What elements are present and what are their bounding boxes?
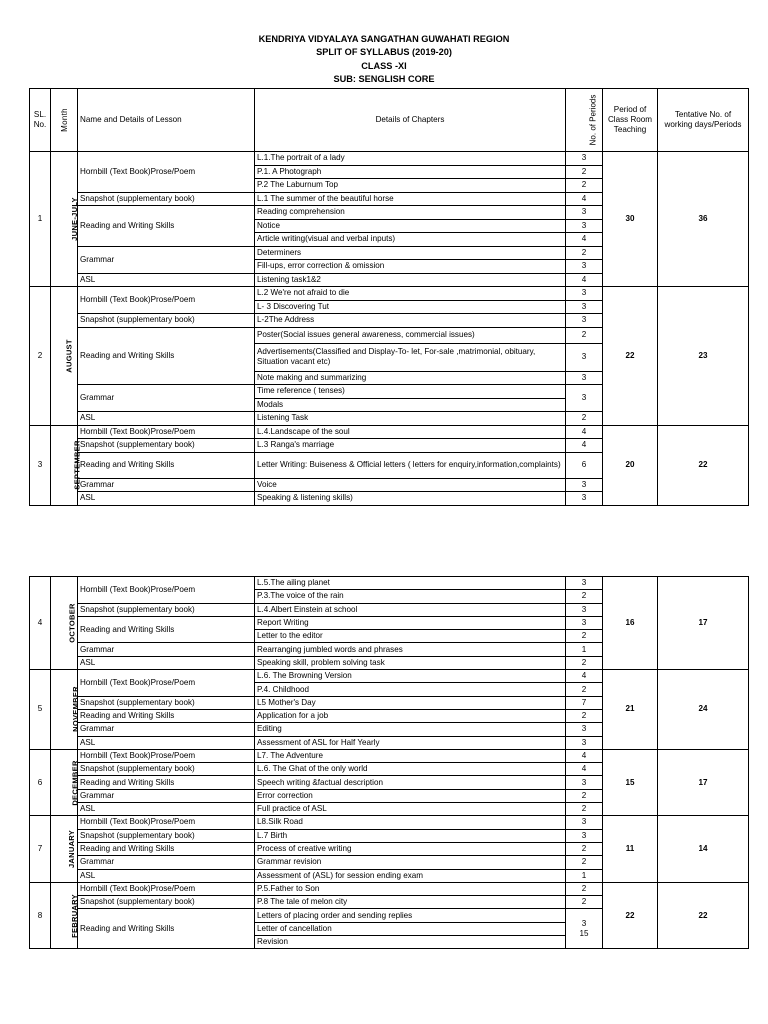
col-header-working: Tentative No. of working days/Periods	[658, 89, 749, 152]
periods-cell: 6	[566, 452, 603, 478]
lesson-cell: Grammar	[78, 246, 255, 273]
periods-cell: 1	[566, 643, 603, 656]
periods-cell: 3	[566, 816, 603, 829]
table-row	[30, 749, 749, 762]
chapter-cell: P.4. Childhood	[255, 683, 566, 696]
lesson-cell: Snapshot (supplementary book)	[78, 439, 255, 453]
header-region: KENDRIYA VIDYALAYA SANGATHAN GUWAHATI REGION	[258, 34, 510, 44]
sl-cell: 5	[30, 670, 51, 750]
month-cell: DECEMBER	[51, 749, 78, 815]
periods-cell	[566, 909, 603, 949]
chapter-cell: Fill-ups, error correction & omission	[255, 260, 566, 274]
chapter-cell: L.6. The Ghat of the only world	[255, 763, 566, 776]
lesson-cell: Hornbill (Text Book)Prose/Poem	[78, 749, 255, 762]
periods-cell: 4	[566, 273, 603, 287]
chapter-cell: Letter of cancellation	[255, 922, 566, 935]
lesson-cell: Snapshot (supplementary book)	[78, 192, 255, 206]
periods-cell: 2	[566, 327, 603, 343]
chapter-cell: Note making and summarizing	[255, 371, 566, 385]
header-class: CLASS -XI	[361, 60, 407, 71]
working-days-cell: 22	[658, 882, 749, 948]
chapter-cell: L5 Mother's Day	[255, 696, 566, 709]
chapter-cell: L8.Silk Road	[255, 816, 566, 829]
header-subject: SUB: SENGLISH CORE	[333, 74, 435, 85]
chapter-cell: Notice	[255, 219, 566, 233]
lesson-cell: ASL	[78, 736, 255, 749]
periods-cell: 2	[566, 590, 603, 603]
col-header-classroom: Period of Class Room Teaching	[603, 89, 658, 152]
table-row	[30, 152, 749, 166]
col-header-sl: SL. No.	[30, 89, 51, 152]
periods-value: 3	[581, 918, 587, 928]
chapter-cell: Error correction	[255, 789, 566, 802]
table-header-row	[30, 89, 749, 152]
lesson-cell: Snapshot (supplementary book)	[78, 763, 255, 776]
chapter-cell: Listening task1&2	[255, 273, 566, 287]
lesson-cell: Hornbill (Text Book)Prose/Poem	[78, 425, 255, 439]
chapter-cell: P.2 The Laburnum Top	[255, 179, 566, 193]
lesson-cell: Hornbill (Text Book)Prose/Poem	[78, 882, 255, 895]
periods-cell: 3	[566, 616, 603, 629]
periods-cell: 4	[566, 425, 603, 439]
sl-cell: 2	[30, 287, 51, 426]
lesson-cell: Snapshot (supplementary book)	[78, 696, 255, 709]
classroom-cell: 20	[603, 425, 658, 505]
periods-cell: 2	[566, 882, 603, 895]
periods-cell: 4	[566, 439, 603, 453]
chapter-cell: P.1. A Photograph	[255, 165, 566, 179]
lesson-cell: Reading and Writing Skills	[78, 776, 255, 789]
chapter-cell: L.4.Landscape of the soul	[255, 425, 566, 439]
table-row	[30, 425, 749, 439]
classroom-cell: 16	[603, 577, 658, 670]
chapter-cell: Reading comprehension	[255, 206, 566, 220]
lesson-cell: ASL	[78, 412, 255, 426]
periods-cell: 7	[566, 696, 603, 709]
table-row	[30, 670, 749, 683]
lesson-cell: Reading and Writing Skills	[78, 206, 255, 247]
lesson-cell: Grammar	[78, 478, 255, 492]
lesson-cell: ASL	[78, 273, 255, 287]
periods-cell: 3	[566, 577, 603, 590]
chapter-cell: Article writing(visual and verbal inputs)	[255, 233, 566, 247]
chapter-cell: Application for a job	[255, 709, 566, 722]
chapter-cell: L.1 The summer of the beautiful horse	[255, 192, 566, 206]
lesson-cell: Grammar	[78, 643, 255, 656]
chapter-cell: L.4.Albert Einstein at school	[255, 603, 566, 616]
lesson-cell: Hornbill (Text Book)Prose/Poem	[78, 577, 255, 604]
chapter-cell: Advertisements(Classified and Display-To- let, For-sale ,matrimonial, obituary, Situation vacant etc)	[255, 343, 566, 371]
periods-cell: 3	[566, 385, 603, 412]
periods-cell: 3	[566, 300, 603, 314]
periods-cell: 3	[566, 829, 603, 842]
chapter-cell: Determiners	[255, 246, 566, 260]
month-cell: JUNE-JULY	[51, 152, 78, 287]
periods-cell: 2	[566, 803, 603, 816]
lesson-cell: Hornbill (Text Book)Prose/Poem	[78, 670, 255, 697]
periods-cell: 4	[566, 233, 603, 247]
classroom-cell: 15	[603, 749, 658, 815]
lesson-cell: Grammar	[78, 789, 255, 802]
periods-value: 15	[579, 928, 589, 938]
chapter-cell: Modals	[255, 398, 566, 412]
lesson-cell: Reading and Writing Skills	[78, 452, 255, 478]
classroom-cell: 22	[603, 287, 658, 426]
col-header-month: Month	[51, 89, 78, 152]
lesson-cell: Hornbill (Text Book)Prose/Poem	[78, 152, 255, 193]
working-days-cell: 23	[658, 287, 749, 426]
table-row	[30, 287, 749, 301]
chapter-cell: Revision	[255, 936, 566, 949]
periods-cell: 2	[566, 630, 603, 643]
classroom-cell: 30	[603, 152, 658, 287]
working-days-cell: 17	[658, 749, 749, 815]
chapter-cell: P.8 The tale of melon city	[255, 896, 566, 909]
lesson-cell: Snapshot (supplementary book)	[78, 603, 255, 616]
chapter-cell: L7. The Adventure	[255, 749, 566, 762]
periods-cell: 4	[566, 670, 603, 683]
periods-cell: 3	[566, 736, 603, 749]
chapter-cell: L.1.The portrait of a lady	[255, 152, 566, 166]
sl-cell: 4	[30, 577, 51, 670]
periods-cell: 3	[566, 492, 603, 506]
lesson-cell: Reading and Writing Skills	[78, 327, 255, 385]
chapter-cell: Voice	[255, 478, 566, 492]
chapter-cell: L.2 We're not afraid to die	[255, 287, 566, 301]
periods-cell: 2	[566, 896, 603, 909]
lesson-cell: Reading and Writing Skills	[78, 842, 255, 855]
chapter-cell: Assessment of (ASL) for session ending exam	[255, 869, 566, 882]
lesson-cell: Reading and Writing Skills	[78, 616, 255, 643]
periods-cell: 2	[566, 842, 603, 855]
lesson-cell: Snapshot (supplementary book)	[78, 314, 255, 328]
chapter-cell: Process of creative writing	[255, 842, 566, 855]
working-days-cell: 17	[658, 577, 749, 670]
sl-cell: 3	[30, 425, 51, 505]
periods-cell: 3	[566, 206, 603, 220]
lesson-cell: ASL	[78, 869, 255, 882]
periods-cell: 4	[566, 192, 603, 206]
periods-cell: 3	[566, 343, 603, 371]
table-row	[30, 882, 749, 895]
month-cell: FEBRUARY	[51, 882, 78, 948]
periods-cell: 3	[566, 723, 603, 736]
lesson-cell: ASL	[78, 492, 255, 506]
periods-cell: 2	[566, 683, 603, 696]
chapter-cell: Speaking skill, problem solving task	[255, 656, 566, 669]
periods-cell: 2	[566, 709, 603, 722]
periods-cell: 3	[566, 219, 603, 233]
classroom-cell: 21	[603, 670, 658, 750]
periods-cell: 3	[566, 478, 603, 492]
chapter-cell: L.7 Birth	[255, 829, 566, 842]
lesson-cell: Hornbill (Text Book)Prose/Poem	[78, 287, 255, 314]
month-cell: OCTOBER	[51, 577, 78, 670]
periods-cell: 1	[566, 869, 603, 882]
lesson-cell: Snapshot (supplementary book)	[78, 829, 255, 842]
lesson-cell: Grammar	[78, 723, 255, 736]
chapter-cell: Poster(Social issues general awareness, commercial issues)	[255, 327, 566, 343]
chapter-cell: L.5.The ailing planet	[255, 577, 566, 590]
chapter-cell: Grammar revision	[255, 856, 566, 869]
lesson-cell: Hornbill (Text Book)Prose/Poem	[78, 816, 255, 829]
chapter-cell: Editing	[255, 723, 566, 736]
chapter-cell: Listening Task	[255, 412, 566, 426]
periods-cell: 2	[566, 179, 603, 193]
chapter-cell: L- 3 Discovering Tut	[255, 300, 566, 314]
sl-cell: 7	[30, 816, 51, 882]
chapter-cell: P.5.Father to Son	[255, 882, 566, 895]
table-row	[30, 577, 749, 590]
sl-cell: 8	[30, 882, 51, 948]
lesson-cell: Reading and Writing Skills	[78, 709, 255, 722]
month-cell: AUGUST	[51, 287, 78, 426]
periods-cell: 2	[566, 412, 603, 426]
chapter-cell: Speech writing &factual description	[255, 776, 566, 789]
periods-cell: 4	[566, 763, 603, 776]
lesson-cell: Grammar	[78, 856, 255, 869]
chapter-cell: Assessment of ASL for Half Yearly	[255, 736, 566, 749]
chapter-cell: Letters of placing order and sending replies	[255, 909, 566, 922]
col-header-lesson: Name and Details of Lesson	[78, 89, 255, 152]
chapter-cell: Speaking & listening skills)	[255, 492, 566, 506]
periods-cell: 3	[566, 371, 603, 385]
sl-cell: 6	[30, 749, 51, 815]
periods-cell: 3	[566, 603, 603, 616]
working-days-cell: 22	[658, 425, 749, 505]
chapter-cell: Full practice of ASL	[255, 803, 566, 816]
table-row	[30, 816, 749, 829]
periods-cell: 2	[566, 246, 603, 260]
col-header-periods: No. of Periods	[566, 89, 603, 152]
periods-cell: 2	[566, 656, 603, 669]
periods-cell: 3	[566, 260, 603, 274]
lesson-cell: Snapshot (supplementary book)	[78, 896, 255, 909]
header-syllabus: SPLIT OF SYLLABUS (2019-20)	[316, 47, 452, 58]
chapter-cell: L-2The Address	[255, 314, 566, 328]
working-days-cell: 14	[658, 816, 749, 882]
chapter-cell: Letter Writing: Buiseness & Official letters ( letters for enquiry,information,complaints)	[255, 452, 566, 478]
month-cell: NOVEMBER	[51, 670, 78, 750]
periods-cell: 3	[566, 314, 603, 328]
periods-cell: 4	[566, 749, 603, 762]
lesson-cell: ASL	[78, 656, 255, 669]
periods-cell: 2	[566, 789, 603, 802]
working-days-cell: 24	[658, 670, 749, 750]
syllabus-table-part-2	[29, 576, 749, 949]
periods-cell: 3	[566, 152, 603, 166]
lesson-cell: Grammar	[78, 385, 255, 412]
periods-cell: 3	[566, 287, 603, 301]
chapter-cell: L.6. The Browning Version	[255, 670, 566, 683]
classroom-cell: 22	[603, 882, 658, 948]
periods-cell: 2	[566, 856, 603, 869]
document-header	[0, 33, 768, 87]
classroom-cell: 11	[603, 816, 658, 882]
month-cell: SEPTEMBER	[51, 425, 78, 505]
chapter-cell: Letter to the editor	[255, 630, 566, 643]
month-cell: JANUARY	[51, 816, 78, 882]
chapter-cell: Rearranging jumbled words and phrases	[255, 643, 566, 656]
chapter-cell: Report Writing	[255, 616, 566, 629]
chapter-cell: P.3.The voice of the rain	[255, 590, 566, 603]
chapter-cell: Time reference ( tenses)	[255, 385, 566, 399]
syllabus-table-part-1	[29, 88, 749, 506]
working-days-cell: 36	[658, 152, 749, 287]
periods-cell: 3	[566, 776, 603, 789]
periods-cell: 2	[566, 165, 603, 179]
lesson-cell: Reading and Writing Skills	[78, 909, 255, 949]
sl-cell: 1	[30, 152, 51, 287]
col-header-chapters: Details of Chapters	[255, 89, 566, 152]
chapter-cell: L.3 Ranga's marriage	[255, 439, 566, 453]
lesson-cell: ASL	[78, 803, 255, 816]
